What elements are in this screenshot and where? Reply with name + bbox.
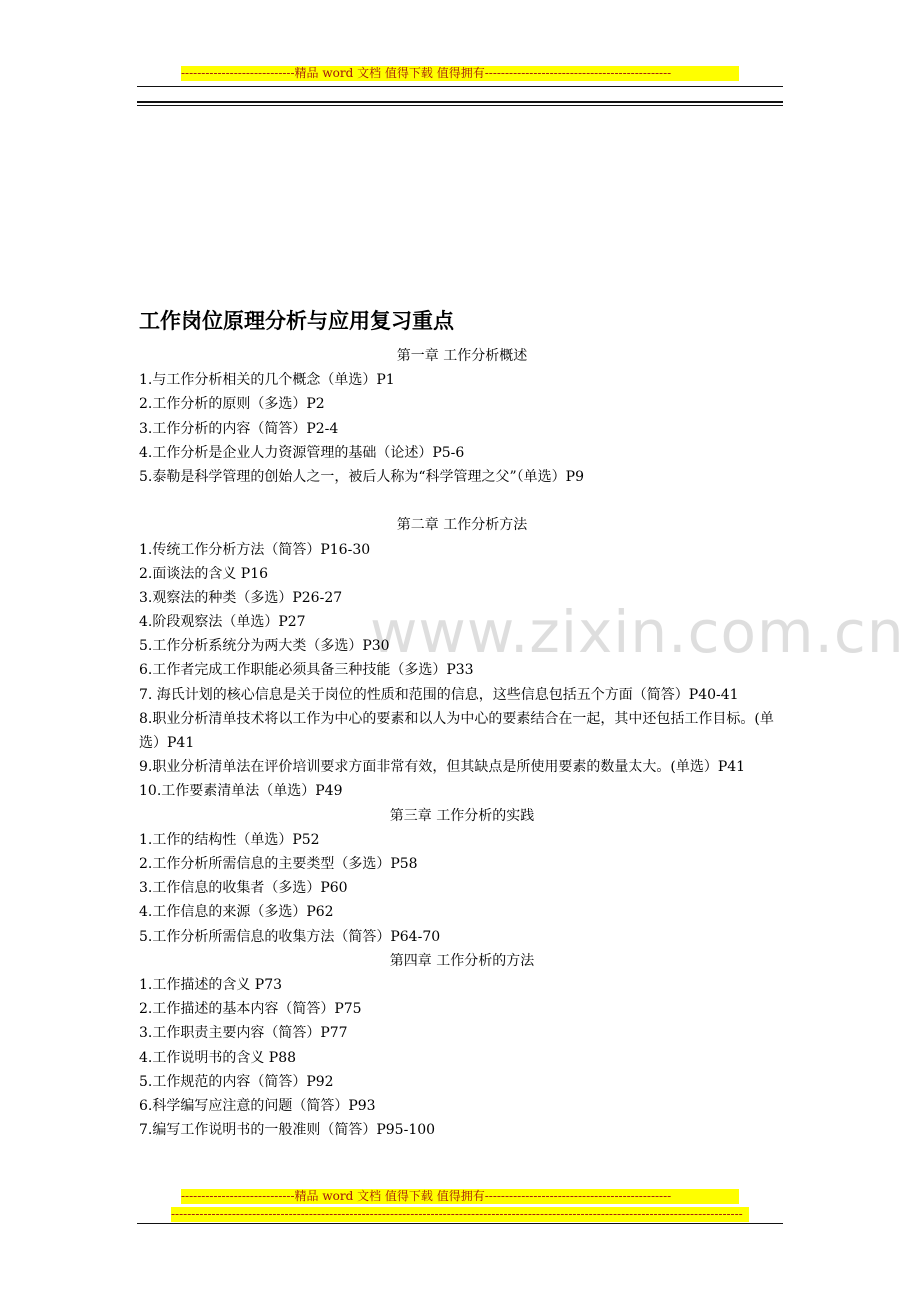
list-item: 5.工作分析所需信息的收集方法（简答）P64-70	[139, 928, 441, 945]
list-item: 1.传统工作分析方法（简答）P16-30	[139, 541, 371, 558]
header-rule-top	[137, 86, 783, 87]
list-item: 10.工作要素清单法（单选）P49	[139, 783, 343, 800]
header-banner: ----------------------------精品 word 文档 值得下载 值得拥有----------------------------------------------	[181, 66, 739, 81]
list-item: 2.工作分析所需信息的主要类型（多选）P58	[139, 856, 418, 872]
list-item: 3.工作信息的收集者（多选）P60	[139, 880, 348, 897]
chapter-heading: 第一章 工作分析概述	[396, 348, 528, 364]
list-item: 5.泰勒是科学管理的创始人之一，被后人称为“科学管理之父”（单选）P9	[139, 468, 584, 485]
footer-banner: ----------------------------精品 word 文档 值得下载 值得拥有----------------------------------------------	[181, 1189, 739, 1204]
list-item: 3.工作分析的内容（简答）P2-4	[139, 420, 339, 437]
header-rule-double-2	[137, 105, 783, 106]
footer-rule	[137, 1223, 783, 1224]
watermark: www.zixin.com.cn	[370, 598, 905, 666]
list-item: 2.面谈法的含义 P16	[139, 565, 269, 582]
blank-line	[139, 489, 785, 513]
list-item: 9.职业分析清单法在评价培训要求方面非常有效，但其缺点是所使用要素的数量太大。(单选）P41	[139, 759, 746, 776]
list-item: 6.科学编写应注意的问题（简答）P93	[139, 1097, 376, 1114]
list-item: 2.工作分析的原则（多选）P2	[139, 396, 325, 413]
list-item: 5.工作分析系统分为两大类（多选）P30	[139, 638, 390, 655]
list-item: 6.工作者完成工作职能必须具备三种技能（多选）P33	[139, 662, 474, 679]
list-item: 7. 海氏计划的核心信息是关于岗位的性质和范围的信息，这些信息包括五个方面（简答）P40-41	[139, 686, 739, 703]
list-item: 1.与工作分析相关的几个概念（单选）P1	[139, 372, 395, 389]
list-item: 4.工作说明书的含义 P88	[139, 1049, 297, 1066]
list-item: 2.工作描述的基本内容（简答）P75	[139, 1001, 362, 1018]
chapter-heading: 第二章 工作分析方法	[396, 517, 528, 534]
header-rule-double-1	[137, 101, 783, 103]
list-item: 7.编写工作说明书的一般准则（简答）P95-100	[139, 1122, 436, 1139]
chapter-heading: 第四章 工作分析的方法	[389, 952, 535, 969]
list-item: 1.工作描述的含义 P73	[139, 976, 283, 993]
list-item: 3.观察法的种类（多选）P26-27	[139, 589, 343, 606]
footer-dashes: ---------------------------------------------------------------------------------------------------------------------------------------------	[171, 1207, 749, 1222]
document-title: 工作岗位原理分析与应用复习重点	[139, 308, 454, 333]
document-body	[139, 344, 785, 1142]
list-item: 1.工作的结构性（单选）P52	[139, 831, 320, 848]
list-item: 4.工作信息的来源（多选）P62	[139, 904, 334, 921]
list-item: 8.职业分析清单技术将以工作为中心的要素和以人为中心的要素结合在一起，其中还包括工作目标。(单选）P41	[139, 710, 774, 752]
list-item: 5.工作规范的内容（简答）P92	[139, 1073, 334, 1090]
chapter-heading: 第三章 工作分析的实践	[389, 807, 535, 824]
list-item: 4.阶段观察法（单选）P27	[139, 614, 306, 631]
list-item: 3.工作职责主要内容（简答）P77	[139, 1025, 348, 1042]
list-item: 4.工作分析是企业人力资源管理的基础（论述）P5-6	[139, 444, 465, 461]
